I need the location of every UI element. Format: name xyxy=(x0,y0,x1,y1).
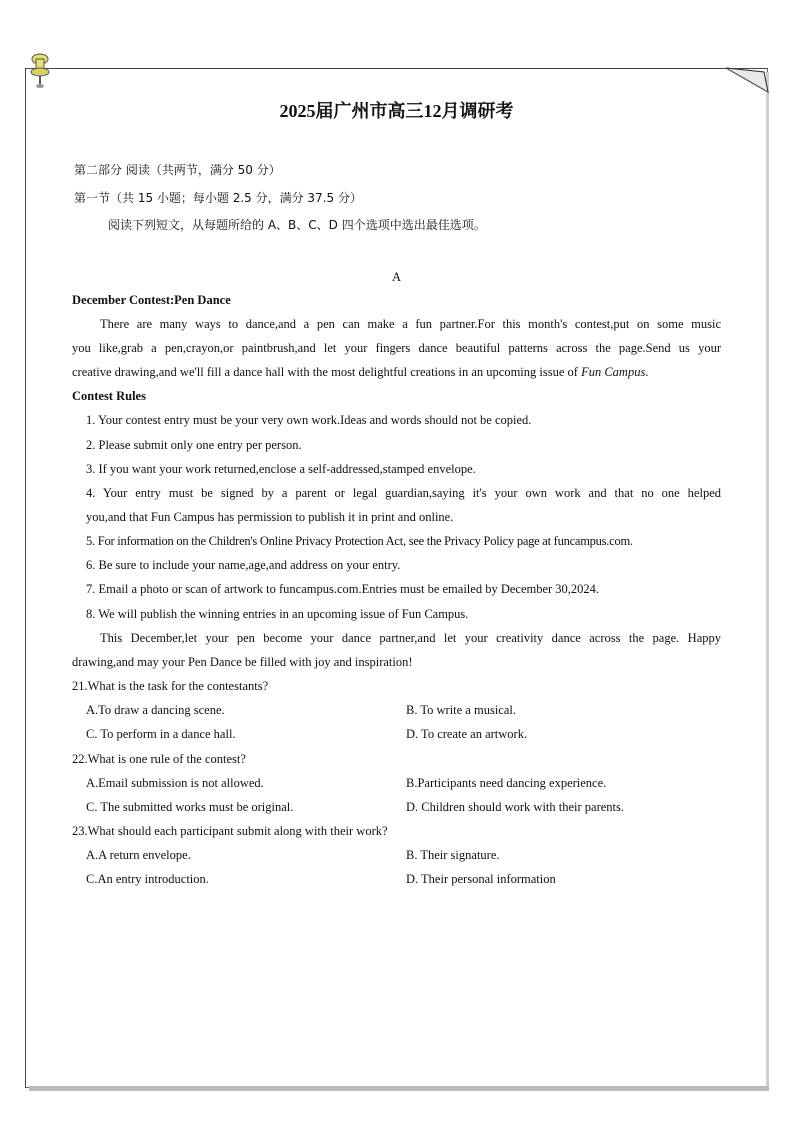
rule-3: 3. If you want your work returned,enclose a self-addressed,stamped envelope. xyxy=(86,462,476,476)
intro-line-3 xyxy=(72,364,648,380)
page-curl-icon xyxy=(724,62,770,94)
rules-heading: Contest Rules xyxy=(72,389,146,403)
rule-8: 8. We will publish the winning entries in an upcoming issue of Fun Campus. xyxy=(86,607,469,621)
part-heading: 第二部分 阅读（共两节，满分 50 分） xyxy=(74,163,281,177)
page-shadow-right xyxy=(766,72,769,1090)
q22-option-b: B.Participants need dancing experience. xyxy=(406,776,607,790)
rule-1: 1. Your contest entry must be your very own work.Ideas and words should not be copied. xyxy=(86,413,532,427)
pushpin-icon xyxy=(28,51,56,91)
q22-option-a: A.Email submission is not allowed. xyxy=(86,776,264,790)
q23-option-b: B. Their signature. xyxy=(406,848,500,862)
rule-7: 7. Email a photo or scan of artwork to funcampus.com.Entries must be emailed by December 30,2024. xyxy=(86,582,600,596)
q21-option-c: C. To perform in a dance hall. xyxy=(86,727,236,741)
closing-line-2: drawing,and may your Pen Dance be filled with joy and inspiration! xyxy=(72,655,413,669)
rule-4: 4. Your entry must be signed by a parent or legal guardian,saying it's your own work and that no one helped xyxy=(86,486,721,500)
q21-option-b: B. To write a musical. xyxy=(406,703,516,717)
rule-4-continued: you,and that Fun Campus has permission to publish it in print and online. xyxy=(86,510,454,524)
page-title: 2025届广州市高三12月调研考 xyxy=(279,101,514,121)
closing-line-1: This December,let your pen become your dance partner,and let your creativity dance across the page. Happy xyxy=(100,631,721,645)
magazine-name: Fun Campus xyxy=(581,365,646,379)
rule-2: 2. Please submit only one entry per person. xyxy=(86,438,302,452)
section-heading: 第一节（共 15 小题；每小题 2.5 分，满分 37.5 分） xyxy=(74,191,362,205)
q22-option-d: D. Children should work with their parents. xyxy=(406,800,625,814)
q23-option-c: C.An entry introduction. xyxy=(86,872,209,886)
passage-heading: December Contest:Pen Dance xyxy=(72,293,231,307)
intro-line-2: you like,grab a pen,crayon,or paintbrush,and let your fingers dance beautiful patterns across the page.Send us your xyxy=(72,341,721,355)
rule-5: 5. For information on the Children's Online Privacy Protection Act, see the Privacy Policy page at funcampus.com. xyxy=(86,534,633,548)
passage-label: A xyxy=(391,270,402,284)
question-21-stem: 21.What is the task for the contestants? xyxy=(72,679,269,693)
q21-option-a: A.To draw a dancing scene. xyxy=(86,703,225,717)
q21-option-d: D. To create an artwork. xyxy=(406,727,528,741)
rule-6: 6. Be sure to include your name,age,and address on your entry. xyxy=(86,558,401,572)
q23-option-a: A.A return envelope. xyxy=(86,848,191,862)
page-shadow-bottom xyxy=(29,1086,769,1091)
q23-option-d: D. Their personal information xyxy=(406,872,556,886)
question-23-stem: 23.What should each participant submit along with their work? xyxy=(72,824,388,838)
intro-line-1: There are many ways to dance,and a pen can make a fun partner.For this month's contest,put on some music xyxy=(100,317,721,331)
intro-last-text: creative drawing,and we'll fill a dance hall with the most delightful creations in an upcoming issue of xyxy=(72,365,578,379)
instruction-text: 阅读下列短文，从每题所给的 A、B、C、D 四个选项中选出最佳选项。 xyxy=(108,218,486,232)
q22-option-c: C. The submitted works must be original. xyxy=(86,800,294,814)
question-22-stem: 22.What is one rule of the contest? xyxy=(72,752,246,766)
intro-period: . xyxy=(645,365,649,379)
